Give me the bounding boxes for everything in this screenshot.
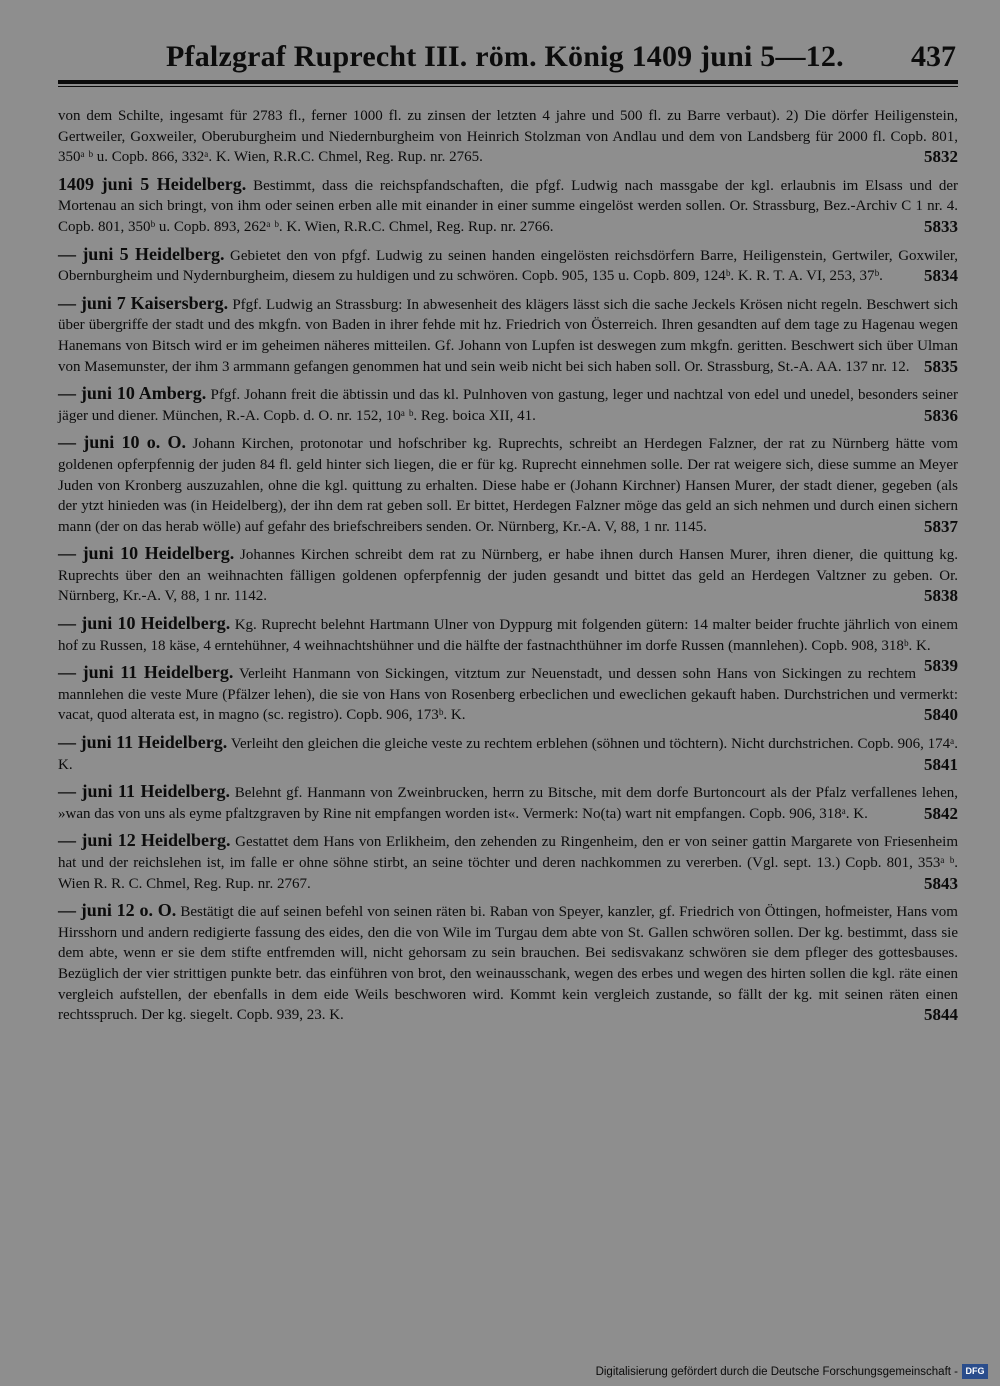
entry-text: Johann Kirchen, protonotar und hofschriber kg. Ruprechts, schreibt an Herdegen Falzner, der rat zu Nürnberg hätte vom goldenen opferpfennig der juden 84 fl. geld hinter sich liegen, die er für kg. Ruprecht einnehmen solle. Der rat weigere sich, diese summe an Meyer Juden von Kronberg auszuzahlen, ohne die kgl. quittung zu erhalten. Diese habe er (Johann Kirchner) Hansen Murer, der stadt diener, gegeben (als der ytzt hinieden was (in Heidelberg), der ihn dem rat geben soll. Er bittet, Herdegen Falzner möge das geld an sich nehmen und durch einen sichern mann (der on das herab wölle) auf gefahr des briefschreibers senden. Or. Nürnberg, Kr.-A. V, 88, 1 nr. 1145. bbox=[58, 436, 958, 535]
regest-entry bbox=[58, 732, 958, 775]
entry-number: 5839 bbox=[924, 656, 958, 676]
footer bbox=[0, 1358, 1000, 1386]
entry-text: Bestätigt die auf seinen befehl von seinen räten bi. Raban von Speyer, kanzler, gf. Friedrich von Öttingen, hofmeister, Hans vom Hirsshorn und andern redigierte fassung des eides, den die von Wile im Turgau dem abte von St. Gallen schwören sollen. Der kg. bestimmt, dass sie dem abte, wenn er sie dem stifte entfremden will, nicht gehorsam zu sein brauchen. Bei sedisvakanz schwören sie dem pfleger des gottesbauses. Bezüglich der vier strittigen punkte betr. das einführen von brot, den weinausschank, wegen des erbes und wegen des hirten sollen die kgl. räte einen vergleich aufstellen, der ebenfalls in dem eide Weils beschworen wird. Kommt kein vergleich zustande, so fällt der kg. mit seinen räten einen rechtsspruch. Der kg. siegelt. Copb. 939, 23. K. bbox=[58, 904, 958, 1024]
regest-entry bbox=[58, 383, 958, 426]
entry-date-place: — juni 10 Heidelberg. bbox=[58, 613, 231, 634]
entry-paragraph bbox=[58, 900, 958, 1026]
entry-date-place: — juni 10 Heidelberg. bbox=[58, 543, 235, 564]
entry-paragraph bbox=[58, 830, 958, 894]
entry-date-place: — juni 11 Heidelberg. bbox=[58, 781, 230, 802]
entry-paragraph bbox=[58, 383, 958, 426]
regest-entry bbox=[58, 830, 958, 894]
entry-number: 5833 bbox=[924, 216, 958, 236]
entry-paragraph bbox=[58, 244, 958, 287]
entry-date-place: — juni 10 o. O. bbox=[58, 432, 187, 453]
entry-paragraph bbox=[58, 293, 958, 377]
regest-entry bbox=[58, 781, 958, 824]
regest-entry bbox=[58, 432, 958, 537]
entry-paragraph bbox=[58, 732, 958, 775]
entry-text: Verleiht Hanmann von Sickingen, vitztum zur Neuenstadt, und dessen sohn Hans von Sickingen zu rechtem mannlehen die veste Mure (Pfälzer lehen), die sie von Hans von Rosenberg erbeclichen und eweclichen gekauft haben. Durchstrichen und vermerkt: vacat, quod alterata est, in magno (sc. registro). Copb. 906, 173ᵇ. K. bbox=[58, 666, 958, 724]
entry-text: Johannes Kirchen schreibt dem rat zu Nürnberg, er habe ihnen durch Hansen Murer, ihren diener, die quittung kg. Ruprechts über den an weihnachten fälligen goldenen opferpfennig der juden gesandt und bittet das geld an Herdegen Valtzner zu geben. Or. Nürnberg, Kr.-A. V, 88, 1 nr. 1142. bbox=[58, 547, 959, 605]
entry-date-place: — juni 7 Kaisersberg. bbox=[58, 292, 229, 313]
regest-entry bbox=[58, 293, 958, 377]
page-number: 437 bbox=[911, 40, 956, 73]
page bbox=[58, 36, 958, 1032]
entry-text: Belehnt gf. Hanmann von Zweinbrucken, herrn zu Bitsche, mit dem dorfe Burtoncourt als der Pfalz verfallenes lehen, »wan das von uns als eyme pfaltzgraven by Rine nit empfangen worden ist«. Vermerk: No(ta) wart nit empfangen. Copb. 906, 318ᵃ. K. bbox=[58, 785, 958, 822]
entry-date-place: — juni 10 Amberg. bbox=[58, 383, 207, 404]
regest-entry bbox=[58, 543, 958, 607]
entry-paragraph bbox=[58, 662, 958, 726]
entry-paragraph bbox=[58, 432, 958, 537]
entry-date-place: 1409 juni 5 Heidelberg. bbox=[58, 173, 247, 194]
entry-text: Gebietet den von pfgf. Ludwig zu seinen handen eingelösten reichsdörfern Barre, Heiligenstein, Gertwiler, Goxwiler, Obernburgheim und Nydernburgheim, diesem zu huldigen und zu schwören. Copb. 905, 135 u. Copb. 809, 124ᵇ. K. R. T. A. VI, 253, 37ᵇ. bbox=[58, 247, 959, 285]
entry-date-place: — juni 12 Heidelberg. bbox=[58, 830, 231, 851]
entry-text: Pfgf. Johann freit die äbtissin und das kl. Pulnhoven von gastung, leger und nachtzal von edel und unedel, besonders seiner jäger und diener. München, R.-A. Copb. d. O. nr. 152, 10ᵃ ᵇ. Reg. boica XII, 41. bbox=[58, 387, 959, 424]
entry-number: 5832 bbox=[924, 147, 958, 167]
entry-date-place: — juni 5 Heidelberg. bbox=[58, 243, 225, 264]
entry-number: 5841 bbox=[924, 754, 958, 774]
entry-number: 5844 bbox=[924, 1005, 958, 1025]
entry-paragraph bbox=[58, 174, 958, 238]
entry-number: 5840 bbox=[924, 705, 958, 725]
regest-entry bbox=[58, 900, 958, 1026]
entry-paragraph bbox=[58, 106, 958, 168]
entry-text: Kg. Ruprecht belehnt Hartmann Ulner von Dyppurg mit folgenden gütern: 14 malter beider fruchte jährlich von einem hof zu Russen, 18 käse, 4 erntehühner, 4 weihnachtshühner und die hälfte der fastnachthühner im dorfe Russen (mannlehen). Copb. 908, 318ᵇ. K. bbox=[58, 617, 958, 654]
entry-paragraph bbox=[58, 543, 958, 607]
entry-number: 5835 bbox=[924, 356, 958, 376]
entry-date-place: — juni 11 Heidelberg. bbox=[58, 732, 228, 753]
regest-entry bbox=[58, 106, 958, 168]
entry-number: 5837 bbox=[924, 516, 958, 536]
entry-number: 5842 bbox=[924, 803, 958, 823]
entry-number: 5834 bbox=[924, 266, 958, 286]
entry-paragraph bbox=[58, 781, 958, 824]
entry-number: 5843 bbox=[924, 873, 958, 893]
entry-text: Bestimmt, dass die reichspfandschaften, die pfgf. Ludwig nach massgabe der kgl. erlaubnis im Elsass und der Mortenau an sich bringt, von ihm oder seinen erben alle mit einander in einer summe eingelöst werden sollen. Or. Strassburg, Bez.-Archiv C 1 nr. 4. Copb. 801, 350ᵇ u. Copb. 893, 262ᵃ ᵇ. K. Wien, R.R.C. Chmel, Reg. Rup. nr. 2766. bbox=[58, 177, 959, 235]
regest-entry bbox=[58, 244, 958, 287]
running-header bbox=[58, 36, 958, 80]
regest-entry bbox=[58, 662, 958, 726]
header-rule-thick bbox=[58, 80, 958, 84]
entry-text: Pfgf. Ludwig an Strassburg: In abwesenheit des klägers lässt sich die sache Jeckels Krösen nicht regeln. Beschwert sich über übergriffe der stadt und des mkgfn. von Baden in ihrer fehde mit hz. Friedrich von Österreich. Ihren gesandten auf dem tage zu Hagenau wegen Hanemans von Bitsch wird er im geheimen näheres mitteilen. Gf. Johann von Lupfen ist deswegen zum mkgfn. geritten. Beschwert sich über Ulman von Masemunster, der ihm 3 armmann gefangen genommen hat und sein weib nicht bei sich haben soll. Or. Strassburg, St.-A. AA. 137 nr. 12. bbox=[58, 296, 959, 375]
entry-text: Verleiht den gleichen die gleiche veste zu rechtem erblehen (söhnen und töchtern). Nicht durchstrichen. Copb. 906, 174ᵃ. K. bbox=[58, 736, 958, 773]
entry-date-place: — juni 11 Heidelberg. bbox=[58, 662, 234, 683]
header-rule-thin bbox=[58, 86, 958, 87]
entry-date-place: — juni 12 o. O. bbox=[58, 900, 177, 921]
entry-number: 5836 bbox=[924, 405, 958, 425]
dfg-logo: DFG bbox=[962, 1364, 988, 1379]
entry-text: Gestattet dem Hans von Erlikheim, den zehenden zu Ringenheim, den er von seiner gattin Margarete von Friesenheim hat und der reichslehen ist, im falle er ohne söhne stirbt, an seine töchter und deren nachkommen zu vererben. (Vgl. sept. 13.) Copb. 801, 353ᵃ ᵇ. Wien R. R. C. Chmel, Reg. Rup. nr. 2767. bbox=[58, 834, 959, 892]
regest-entry bbox=[58, 174, 958, 238]
entry-text: von dem Schilte, ingesamt für 2783 fl., ferner 1000 fl. zu zinsen der letzten 4 jahre und 500 fl. zu Barre verbaut). 2) Die dörfer Heiligenstein, Gertweiler, Goxweiler, Oberuburgheim und Niedernburgheim von Heinrich Stolzman von Andlau und dem von Landsberg für 2000 fl. Copb. 801, 350ᵃ ᵇ u. Copb. 866, 332ᵃ. K. Wien, R.R.C. Chmel, Reg. Rup. nr. 2765. bbox=[58, 108, 958, 166]
page-title: Pfalzgraf Ruprecht III. röm. König 1409 juni 5—12. bbox=[166, 40, 844, 73]
entry-number: 5838 bbox=[924, 586, 958, 606]
funding-notice: Digitalisierung gefördert durch die Deutsche Forschungsgemeinschaft - bbox=[595, 1366, 958, 1378]
entry-list bbox=[58, 106, 958, 1026]
